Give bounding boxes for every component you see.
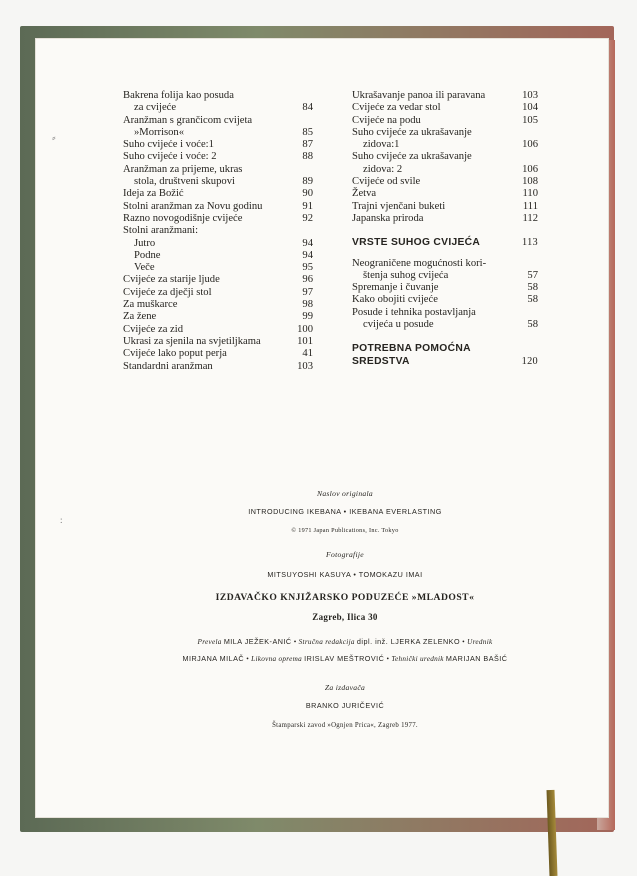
section-page: 120 [521, 355, 538, 367]
toc-entry [123, 262, 313, 274]
toc-entry-title [123, 139, 298, 151]
colophon-credits-line-1: Prevela MILA JEŽEK-ANIĆ • Stručna redakcija dipl. inž. LJERKA ZELENKO • Urednik [197, 637, 493, 646]
toc-entry-title-line: Cvijeće za starije ljude [123, 274, 220, 286]
toc-entry-page: 57 [527, 269, 538, 281]
toc-entry-title [123, 115, 298, 140]
toc-entry-title-line: Cvijeće za vedar stol [352, 102, 441, 114]
toc-entry-title [123, 299, 298, 311]
toc-entry [352, 213, 538, 225]
toc-entry [123, 115, 313, 140]
toc-entry-title-line: Stolni aranžmani: [123, 225, 199, 237]
toc-entry-title [123, 324, 293, 336]
toc-entry [352, 294, 538, 306]
toc-entry-title [123, 164, 298, 189]
toc-entry-title-line: Veče [134, 262, 155, 274]
toc-entry [352, 151, 538, 176]
colophon-photographers: MITSUYOSHI KASUYA • TOMOKAZU IMAI [267, 570, 423, 579]
toc-entry-page: 101 [297, 335, 313, 347]
credit-label: Stručna redakcija [298, 638, 355, 646]
toc-entry-title-line: Neograničene mogućnosti kori- [352, 257, 487, 269]
toc-entry-title-line: Podne [134, 249, 161, 261]
colophon-photo-label: Fotografije [326, 550, 364, 559]
colophon-for-label: Za izdavača [324, 683, 366, 692]
toc-entry-title [123, 201, 298, 213]
section-heading-potrebna [352, 343, 538, 368]
toc-entry-page: 95 [302, 262, 313, 274]
credit-name: dipl. inž. LJERKA ZELENKO [356, 637, 461, 646]
toc-entry-title-line: stola, društveni skupovi [134, 176, 235, 188]
toc-entry [352, 307, 538, 332]
colophon-copyright: © 1971 Japan Publications, Inc. Tokyo [291, 527, 399, 534]
toc-entry [123, 287, 313, 299]
toc-entry-title [123, 262, 298, 274]
toc-entry-page: 112 [522, 212, 538, 224]
toc-entry [123, 311, 313, 323]
toc-entry [352, 176, 538, 188]
toc-entry-title [123, 361, 293, 373]
toc-entry-title [352, 127, 518, 152]
toc-entry [352, 258, 538, 283]
toc-entry-title-line: Cvijeće od svile [352, 176, 421, 188]
toc-entry-title [123, 274, 298, 286]
toc-entry-page: 94 [302, 237, 313, 249]
toc-entry-page: 103 [297, 360, 313, 372]
toc-entry-title-line: Spremanje i čuvanje [352, 282, 439, 294]
toc-entry [352, 282, 538, 294]
toc-entry-page: 103 [522, 90, 538, 101]
section-heading-vrste [352, 237, 538, 249]
toc-entry-page: 100 [297, 323, 313, 335]
toc-entry-page: 88 [302, 151, 313, 163]
toc-entry [123, 225, 313, 237]
toc-entry-title [123, 90, 298, 115]
toc-entry-page: 84 [302, 102, 313, 114]
colophon-address: Zagreb, Ilica 30 [312, 612, 378, 622]
toc-right-column [352, 90, 538, 368]
toc-entry [123, 90, 313, 115]
toc-entry-page: 96 [302, 274, 313, 286]
toc-entry [352, 201, 538, 213]
toc-entry-page: 106 [522, 139, 538, 151]
toc-entry-title [123, 250, 298, 262]
credit-name: MARIJAN BAŠIĆ [445, 654, 508, 663]
toc-entry-title-line: Ukrasi za sjenila na svjetiljkama [123, 335, 261, 347]
credit-name: MIRJANA MILAČ [182, 654, 245, 663]
toc-entry-page: 91 [302, 200, 313, 212]
toc-entry-title-line: cvijeća u posude [363, 319, 434, 331]
colophon-original-titles: INTRODUCING IKEBANA • IKEBANA EVERLASTING [248, 507, 442, 516]
toc-entry [123, 274, 313, 286]
toc-entry-page: 98 [302, 299, 313, 311]
toc-entry-title-line: Za žene [123, 311, 157, 323]
toc-entry [352, 115, 538, 127]
toc-entry-title [123, 238, 298, 250]
credit-name: MILA JEŽEK-ANIĆ [223, 637, 292, 646]
colophon-credits-line-2: MIRJANA MILAČ • Likovna oprema IRISLAV MEŠTROVIĆ • Tehnički urednik MARIJAN BAŠIĆ [182, 654, 508, 663]
toc-entry-page: 58 [527, 319, 538, 331]
toc-entry [123, 336, 313, 348]
toc-entry-title-line: Cvijeće za zid [123, 323, 183, 335]
credit-label: Prevela [197, 638, 222, 646]
toc-entry-page: 58 [527, 294, 538, 306]
toc-entry-title-line: Suho cvijeće za ukrašavanje [352, 151, 472, 163]
toc-entry-title [123, 287, 298, 299]
toc-entry-title-line: Japanska priroda [352, 212, 424, 224]
toc-entry-page: 104 [522, 102, 538, 114]
section-title-line: POTREBNA POMOĆNA [352, 343, 471, 355]
toc-entry-title-line: Posude i tehnika postavljanja [352, 306, 476, 318]
toc-entry-title-line: zidova:1 [363, 139, 400, 151]
toc-entry [123, 348, 313, 360]
toc-entry-title-line: Razno novogodišnje cvijeće [123, 212, 243, 224]
toc-entry-title-line: Kako obojiti cvijeće [352, 294, 438, 306]
credit-label: Urednik [467, 638, 493, 646]
toc-entry-title [352, 151, 518, 176]
toc-entry-title-line: Za muškarce [123, 299, 178, 311]
toc-entry-title-line: Standardni aranžman [123, 360, 213, 372]
toc-entry-title-line: Suho cvijeće i voće: 2 [123, 151, 217, 163]
toc-entry-title [123, 348, 298, 360]
toc-entry [123, 151, 313, 163]
toc-entry-title [123, 188, 298, 200]
toc-entry-title [352, 258, 523, 283]
toc-entry [123, 139, 313, 151]
toc-entry-title [352, 213, 519, 225]
toc-right-group-b [352, 258, 538, 332]
toc-entry [352, 102, 538, 114]
margin-mark: : [60, 515, 63, 525]
credit-label: Likovna oprema [251, 655, 302, 663]
toc-entry-page: 106 [522, 163, 538, 175]
toc-entry [123, 250, 313, 262]
toc-entry-page: 87 [302, 139, 313, 151]
toc-entry-page: 94 [302, 249, 313, 261]
toc-entry-title [123, 336, 293, 348]
toc-right-group-a [352, 90, 538, 225]
toc-entry [123, 299, 313, 311]
toc-left-column [123, 90, 313, 373]
toc-entry-title-line: Jutro [134, 237, 156, 249]
toc-entry-page: 89 [302, 176, 313, 188]
toc-entry [352, 127, 538, 152]
colophon-original-label: Naslov originala [316, 489, 374, 498]
toc-entry-title-line: Suho cvijeće za ukrašavanje [352, 126, 472, 138]
toc-entry-title-line: Bakrena folija kao posuda [123, 90, 234, 101]
toc-entry-page: 110 [522, 188, 538, 200]
toc-entry [123, 164, 313, 189]
toc-entry-title-line: Ideja za Božić [123, 188, 184, 200]
toc-entry-page: 41 [302, 348, 313, 360]
toc-entry-title [123, 311, 298, 323]
colophon-for-name: BRANKO JURIČEVIĆ [305, 701, 385, 710]
margin-mark: ⸗ [52, 132, 56, 144]
toc-entry-page: 97 [302, 286, 313, 298]
toc-entry-page: 92 [302, 212, 313, 224]
toc-entry-title-line: Cvijeće za dječji stol [123, 286, 212, 298]
toc-entry-page: 105 [522, 114, 538, 126]
colophon-printer: Štamparski zavod »Ognjen Prica«, Zagreb 1977. [272, 722, 418, 729]
toc-entry-title-line: »Morrison« [134, 126, 185, 138]
toc-entry-title [352, 282, 523, 294]
toc-entry-title [352, 102, 518, 114]
section-title: VRSTE SUHOG CVIJEĆA [352, 237, 481, 249]
credit-name: IRISLAV MEŠTROVIĆ [304, 654, 385, 663]
colophon-publisher: IZDAVAČKO KNJIŽARSKO PODUZEĆE »MLADOST« [215, 592, 475, 603]
toc-entry [352, 90, 538, 102]
credit-label: Tehnički urednik [391, 655, 444, 663]
toc-entry [123, 324, 313, 336]
toc-entry-title [123, 225, 309, 237]
section-page: 113 [522, 237, 538, 249]
toc-entry-page: 85 [302, 126, 313, 138]
toc-entry [123, 361, 313, 373]
section-title-line: SREDSTVA [352, 355, 410, 367]
toc-entry-title [123, 213, 298, 225]
toc-entry-title-line: Ukrašavanje panoa ili paravana [352, 90, 486, 101]
toc-entry-title [352, 201, 519, 213]
toc-entry-title-line: Cvijeće lako poput perja [123, 348, 227, 360]
toc-entry-title-line: Trajni vjenčani buketi [352, 200, 446, 212]
toc-entry-page: 108 [522, 176, 538, 188]
toc-entry [352, 188, 538, 200]
toc-entry-title [352, 294, 523, 306]
toc-entry [123, 201, 313, 213]
toc-entry [123, 213, 313, 225]
toc-entry-title [352, 307, 523, 332]
toc-entry-page: 90 [302, 188, 313, 200]
toc-entry-title-line: Suho cvijeće i voće:1 [123, 139, 214, 151]
toc-entry-title-line: Aranžman s grančicom cvijeta [123, 114, 253, 126]
toc-entry-title-line: Aranžman za prijeme, ukras [123, 163, 243, 175]
toc-entry [123, 188, 313, 200]
toc-entry-title [352, 90, 518, 102]
toc-entry-title [352, 115, 518, 127]
toc-entry-page: 111 [522, 200, 538, 212]
toc-entry-title-line: zidova: 2 [363, 163, 403, 175]
toc-entry-page: 99 [302, 311, 313, 323]
toc-entry [123, 238, 313, 250]
toc-entry-title-line: štenja suhog cvijeća [363, 269, 449, 281]
toc-entry-page: 58 [527, 282, 538, 294]
toc-entry-title-line: Stolni aranžman za Novu godinu [123, 200, 263, 212]
toc-entry-title-line: Žetva [352, 188, 377, 200]
toc-entry-title [352, 176, 518, 188]
toc-entry-title [123, 151, 298, 163]
toc-entry-title-line: za cvijeće [134, 102, 177, 114]
toc-entry-title [352, 188, 519, 200]
toc-entry-title-line: Cvijeće na podu [352, 114, 421, 126]
